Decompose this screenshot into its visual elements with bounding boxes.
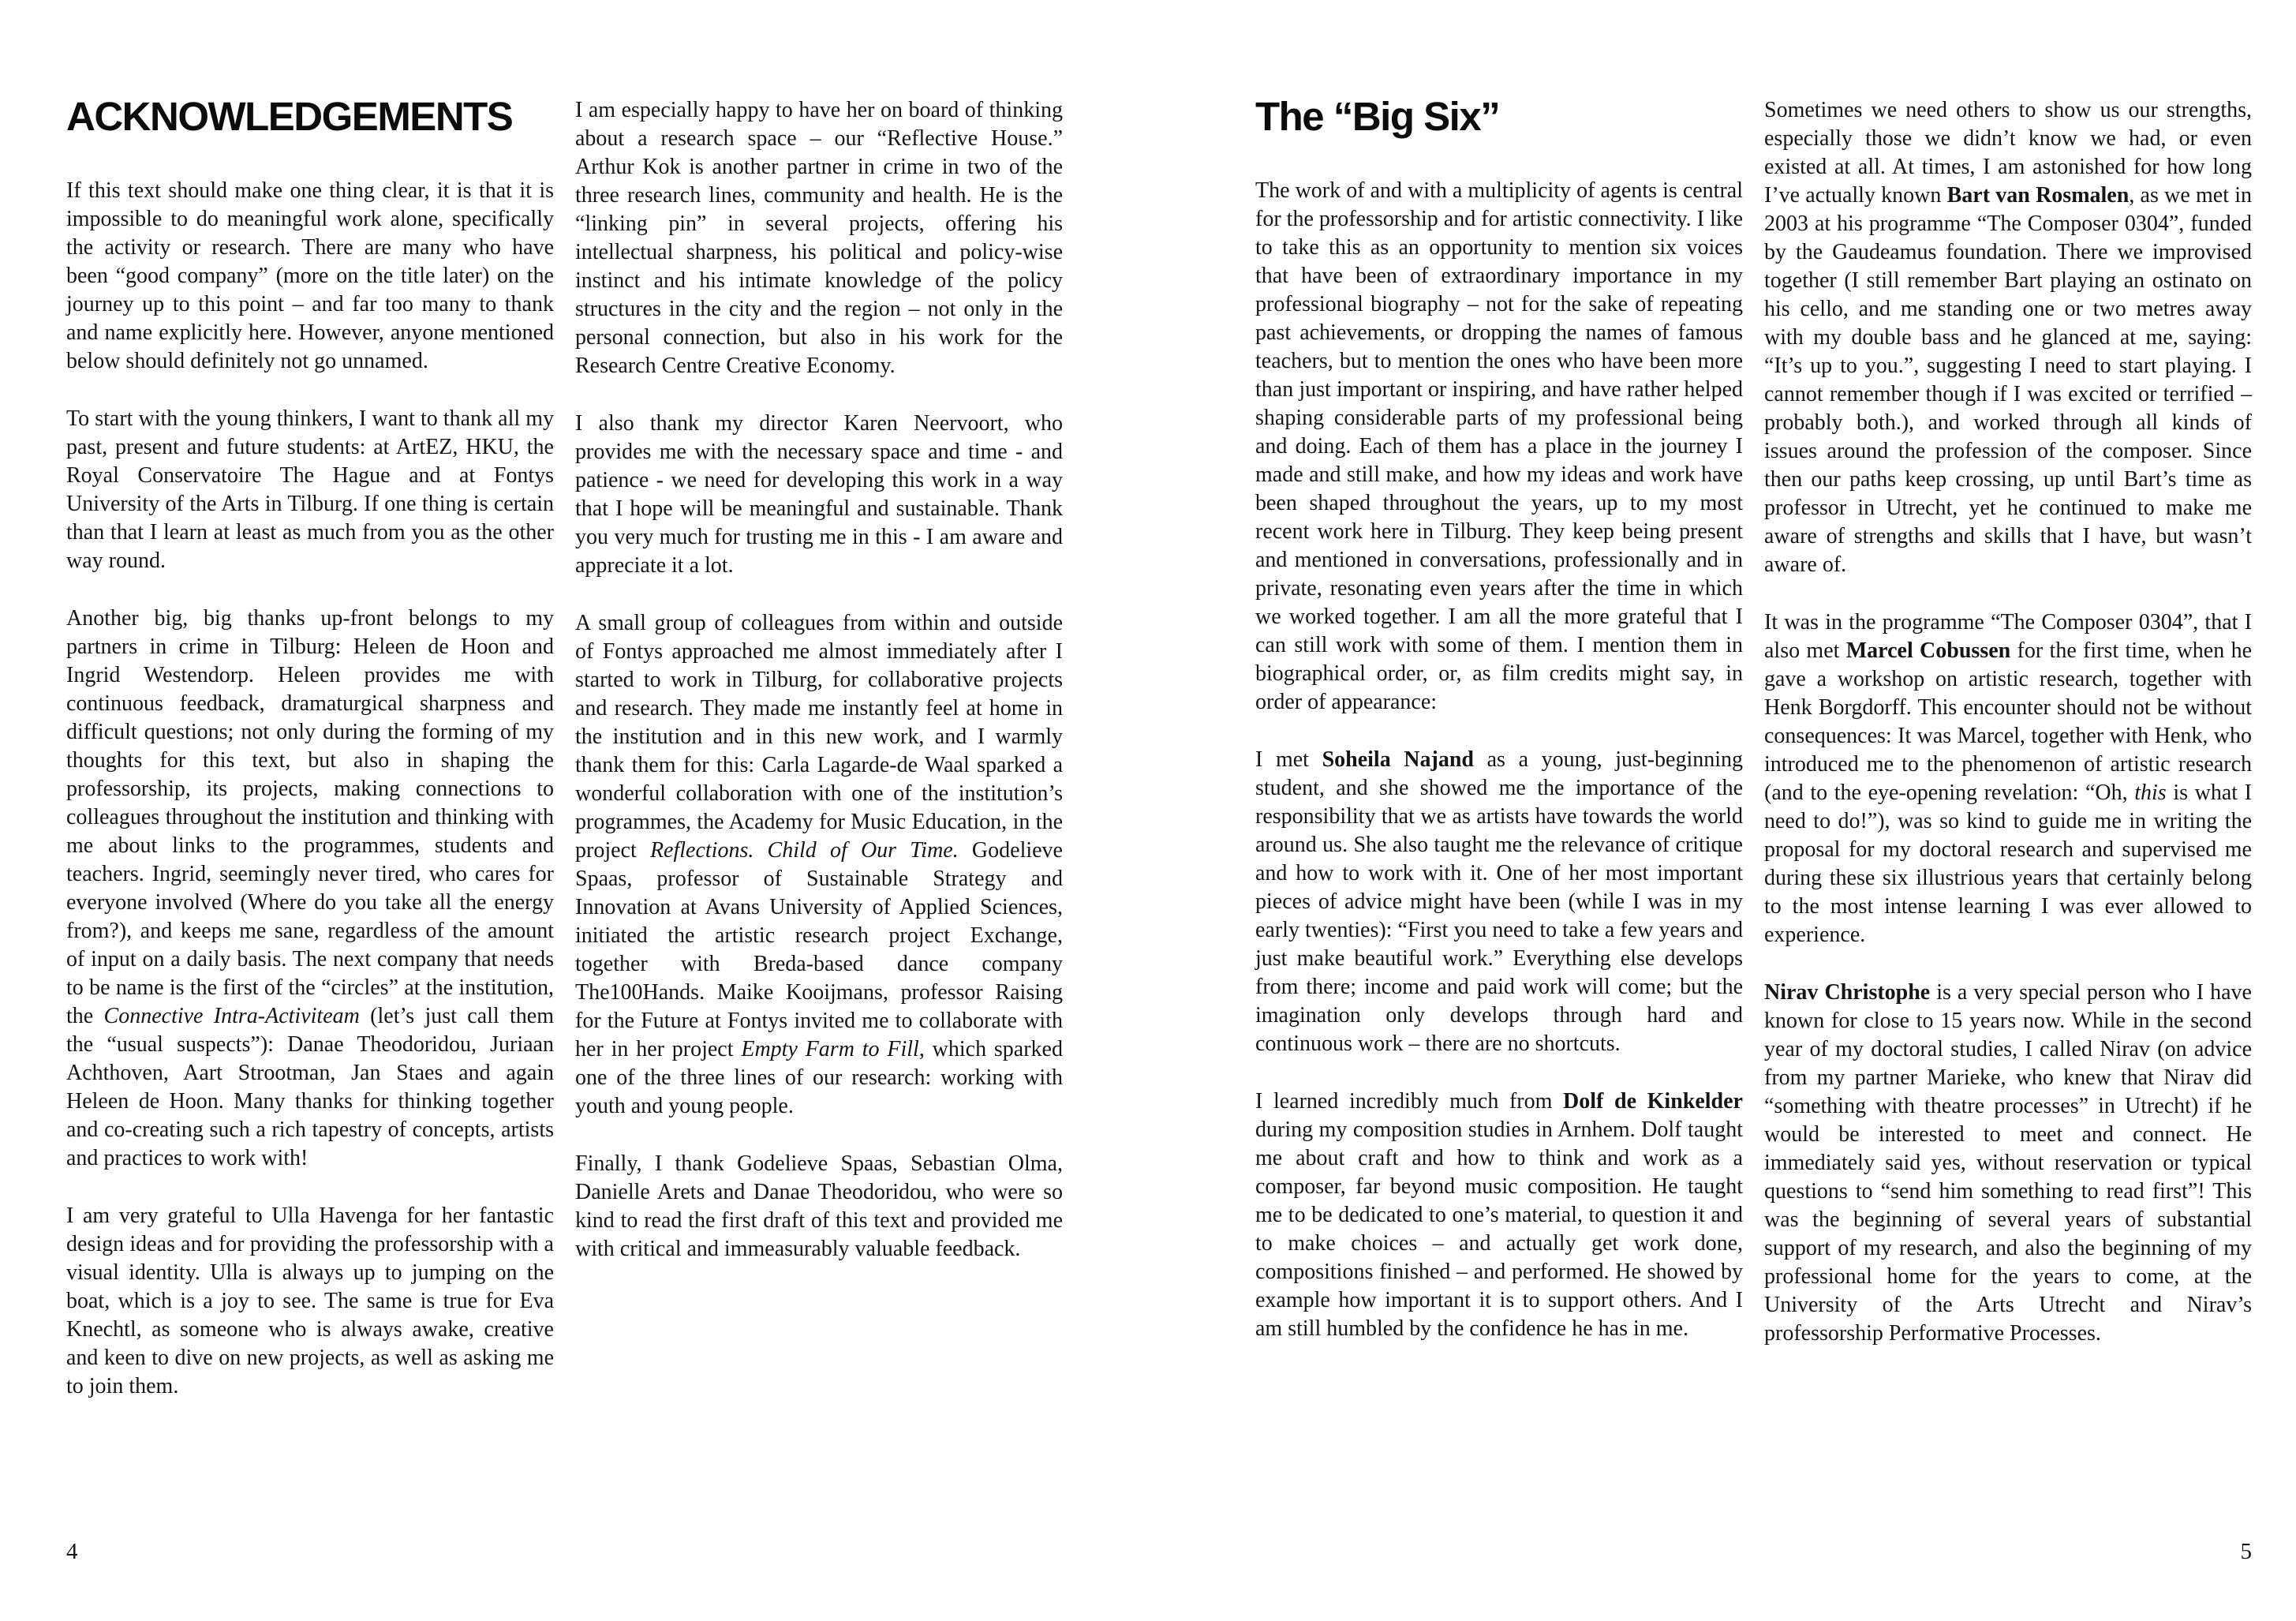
paragraph: I also thank my director Karen Neervoort, who provides me with the necessary space and time - and patience - we need for developing this work in a way that I hope will be meaningful and sustainable. Thank you very much for trusting me in this - I am aware and appreciate it a lot.: [575, 411, 1063, 578]
right-page: [1148, 0, 2296, 1621]
column-text: [1764, 96, 2252, 1348]
paragraph: If this text should make one thing clear, it is that it is impossible to do meaningful work alone, specifically the activity or research. There are many who have been “good company” (more on the title later) on the journey up to this point – and far too many to thank and name explicitly here. However, anyone mentioned below should definitely not go unnamed.: [66, 178, 554, 373]
right-page-column-1: [1255, 96, 1743, 1343]
left-page-column-2: [575, 96, 1063, 1263]
right-page-column-2: [1764, 96, 2252, 1348]
section-title-big-six: The “Big Six”: [1255, 94, 1500, 139]
paragraph: Nirav Christophe is a very special person who I have known for close to 15 years now. While in the second year of my doctoral studies, I called Nirav (on advice from my partner Marieke, who knew that Nirav did “something with theatre processes” in Utrecht) if he would be interested to meet and connect. He immediately said yes, without reservation or typical questions to “send him something to read first”! This was the beginning of several years of substantial support of my research, and also the beginning of my professional home for the years to come, at the University of the Arts Utrecht and Nirav’s professorship Performative Processes.: [1764, 980, 2252, 1346]
paragraph: Finally, I thank Godelieve Spaas, Sebastian Olma, Danielle Arets and Danae Theodoridou, who were so kind to read the first draft of this text and provided me with critical and immeasurably valuable feedback.: [575, 1151, 1063, 1261]
paragraph: Another big, big thanks up-front belongs to my partners in crime in Tilburg: Heleen de Hoon and Ingrid Westendorp. Heleen provides me with continuous feedback, dramaturgical sharpness and difficult questions; not only during the forming of my thoughts for this text, but also in shaping the professorship, its projects, making connections to colleagues throughout the institution and thinking with me about links to the programmes, students and teachers. Ingrid, seemingly never tired, who cares for everyone involved (Where do you take all the energy from?), and keeps me sane, regardless of the amount of input on a daily basis. The next company that needs to be name is the first of the “circles” at the institution, the Connective Intra-Activiteam (let’s just call them the “usual suspects”): Danae Theodoridou, Juriaan Achthoven, Aart Strootman, Jan Staes and again Heleen de Hoon. Many thanks for thinking together and co-creating such a rich tapestry of concepts, artists and practices to work with!: [66, 606, 554, 1170]
paragraph: The work of and with a multiplicity of agents is central for the professorship and for artistic connectivity. I like to take this as an opportunity to mention six voices that have been of extraordinary importance in my professional biography – not for the sake of repeating past achievements, or dropping the names of famous teachers, but to mention the ones who have been more than just important or inspiring, and have rather helped shaping considerable parts of my professional being and doing. Each of them has a place in the journey I made and still make, and how my ideas and work have been shaped throughout the years, up to my most recent work here in Tilburg. They keep being present and mentioned in conversations, professionally and in private, resonating even years after the time in which we worked together. I am all the more grateful that I can still work with some of them. I mention them in biographical order, or, as film credits might say, in order of appearance:: [1255, 178, 1743, 714]
paragraph: To start with the young thinkers, I want to thank all my past, present and future students: at ArtEZ, HKU, the Royal Conservatoire The Hague and at Fontys University of the Arts in Tilburg. If one thing is certain than that I learn at least as much from you as the other way round.: [66, 406, 554, 573]
page-number-left: 4: [66, 1539, 78, 1564]
paragraph: A small group of colleagues from within and outside of Fontys approached me almost immediately after I started to work in Tilburg, for collaborative projects and research. They made me instantly feel at home in the institution and in this new work, and I warmly thank them for this: Carla Lagarde-de Waal sparked a wonderful collaboration with one of the institution’s programmes, the Academy for Music Education, in the project Reflections. Child of Our Time. Godelieve Spaas, professor of Sustainable Strategy and Innovation at Avans University of Applied Sciences, initiated the artistic research project Exchange, together with Breda-based dance company The100Hands. Maike Kooijmans, professor Raising for the Future at Fontys invited me to collaborate with her in her project Empty Farm to Fill, which sparked one of the three lines of our research: working with youth and young people.: [575, 611, 1063, 1118]
page-title-acknowledgements: ACKNOWLEDGEMENTS: [66, 94, 513, 139]
paragraph: It was in the programme “The Composer 0304”, that I also met Marcel Cobussen for the first time, when he gave a workshop on artistic research, together with Henk Borgdorff. This encounter should not be without consequences: It was Marcel, together with Henk, who introduced me to the phenomenon of artistic research (and to the eye-opening revelation: “Oh, this is what I need to do!”), was so kind to guide me in writing the proposal for my doctoral research and supervised me during these six illustrious years that certainly belong to the most intense learning I was ever allowed to experience.: [1764, 610, 2252, 947]
left-page-column-1: [66, 96, 554, 1401]
column-text: [66, 177, 554, 1401]
column-text: [575, 96, 1063, 1263]
paragraph: I am very grateful to Ulla Havenga for her fantastic design ideas and for providing the professorship with a visual identity. Ulla is always up to jumping on the boat, which is a joy to see. The same is true for Eva Knechtl, as someone who is always awake, creative and keen to dive on new projects, as well as asking me to join them.: [66, 1204, 554, 1398]
paragraph: I am especially happy to have her on board of thinking about a research space – our “Reflective House.” Arthur Kok is another partner in crime in two of the three research lines, community and health. He is the “linking pin” in several projects, offering his intellectual sharpness, his political and policy-wise instinct and his intimate knowledge of the policy structures in the city and the region – not only in the personal connection, but also in his work for the Research Centre Creative Economy.: [575, 98, 1063, 378]
column-text: [1255, 177, 1743, 1343]
paragraph: I met Soheila Najand as a young, just-beginning student, and she showed me the importance of the responsibility that we as artists have towards the world around us. She also taught me the relevance of critique and how to work with it. One of her most important pieces of advice might have been (while I was in my early twenties): “First you need to take a few years and just make beautiful work.” Everything else develops from there; income and paid work will come; but the imagination only develops through hard and continuous work – there are no shortcuts.: [1255, 747, 1744, 1056]
page-number-right: 5: [2240, 1539, 2252, 1564]
paragraph: I learned incredibly much from Dolf de Kinkelder during my composition studies in Arnhem. Dolf taught me about craft and how to think and work as a composer, far beyond music composition. He taught me to be dedicated to one’s material, to question it and to make choices – and actually get work done, compositions finished – and performed. He showed by example how important it is to support others. And I am still humbled by the confidence he has in me.: [1255, 1089, 1743, 1341]
paragraph: Sometimes we need others to show us our strengths, especially those we didn’t know we had, or even existed at all. At times, I am astonished for how long I’ve actually known Bart van Rosmalen, as we met in 2003 at his programme “The Composer 0304”, funded by the Gaudeamus foundation. There we improvised together (I still remember Bart playing an ostinato on his cello, and me standing one or two metres away with my double bass and he glanced at me, saying: “It’s up to you.”, suggesting I need to start playing. I cannot remember though if I was excited or terrified – probably both.), and worked through all kinds of issues around the profession of the composer. Since then our paths keep crossing, up until Bart’s time as professor in Utrecht, yet he continued to make me aware of strengths and skills that I have, but wasn’t aware of.: [1764, 98, 2252, 577]
